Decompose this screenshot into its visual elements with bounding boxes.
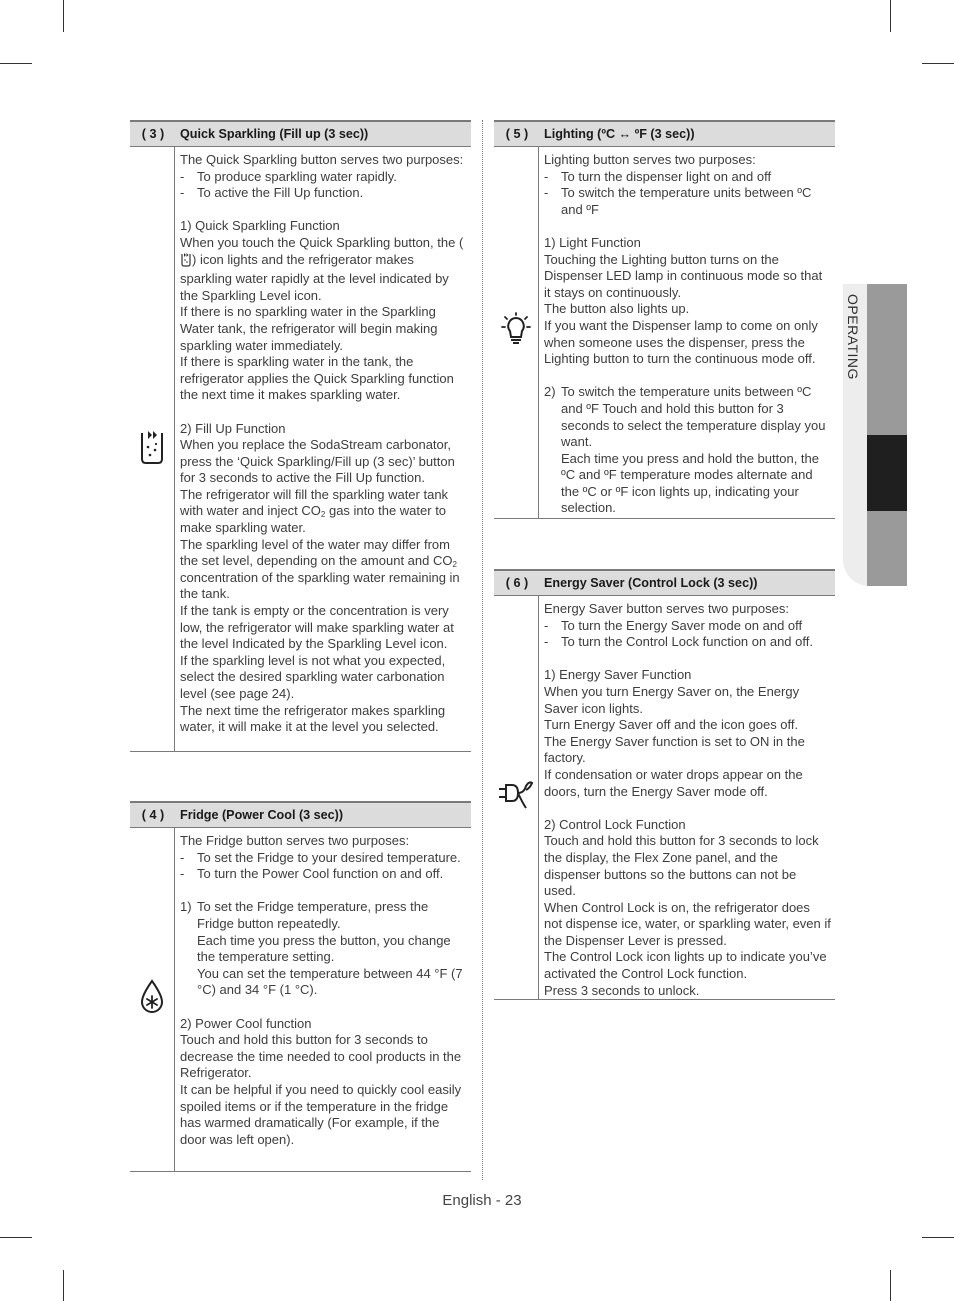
section-header bbox=[494, 120, 835, 147]
bullet-item: To turn the Power Cool function on and off. bbox=[197, 866, 444, 882]
paragraph: The button also lights up. bbox=[544, 301, 690, 317]
section-body: The Quick Sparkling button serves two purposes: - To produce sparkling water rapidly. - To active the Fill Up function. 1) Quick Sparkling Function When you touch the Quick Sparkling button, the () icon lights and the refrigerator makes sparkling water rapidly at the level indicated by the Sparkling Level icon. If there is no sparkling water in the Sparkling Water tank, the refrigerator will begin making sparkling water immediately. If there is sparkling water in the tank, the refrigerator applies the Quick Sparkling function the next time it makes sparkling water. 2) Fill Up Function When you replace the SodaStream carbonator, press the ‘Quick Sparkling/Fill up (3 sec)’ button for 3 seconds to active the Fill Up function. The refrigerator will fill the sparkling water tank with water and inject $CO_2$ gas into the water to make sparkling water. The sparkling level of the water may differ from the set level, depending on the amount and $CO_2$ concentration of the sparkling water remaining in the tank. If the tank is empty or the concentration is very low, the refrigerator will make sparkling water at the level Indicated by the Sparkling Level icon. If the sparkling level is not what you expected, select the desired sparkling water carbonation level (see page 24). The next time the refrigerator makes sparkling water, it will make it at the level you selected. bbox=[130, 147, 471, 752]
quick-sparkling-icon bbox=[138, 429, 166, 470]
paragraph: The Control Lock icon lights up to indicate you’ve activated the Control Lock function. bbox=[544, 949, 827, 982]
paragraph: If the sparkling level is not what you expected, select the desired sparkling water carbonation level (see page 24). bbox=[180, 652, 446, 701]
bullet-item: To set the Fridge to your desired temperature. bbox=[197, 849, 461, 865]
paragraph: The refrigerator will fill the sparkling water tank with water and inject $CO_2$ gas into the water to make sparkling water. bbox=[180, 486, 449, 536]
subheading: 2) Power Cool function bbox=[180, 1015, 312, 1031]
paragraph: Each time you press and hold the button, the ºC and ºF temperature modes alternate and the ºC or ºF icon lights up, indicating your selection. bbox=[561, 450, 820, 516]
paragraph: Turn Energy Saver off and the icon goes off. bbox=[544, 717, 799, 733]
paragraph: If there is no sparkling water in the Sparkling Water tank, the refrigerator will begin making sparkling water immediately. bbox=[180, 304, 438, 353]
intro-text: The Fridge button serves two purposes: bbox=[180, 833, 410, 848]
section-lighting bbox=[494, 120, 835, 519]
section-number: ( 6 ) bbox=[505, 576, 529, 590]
intro-text: Energy Saver button serves two purposes: bbox=[544, 601, 789, 616]
column-divider bbox=[482, 120, 483, 1180]
section-number: ( 3 ) bbox=[141, 127, 165, 141]
paragraph: The Energy Saver function is set to ON in the factory. bbox=[544, 733, 805, 766]
subheading: 2) Control Lock Function bbox=[544, 816, 686, 832]
paragraph: When you replace the SodaStream carbonator, press the ‘Quick Sparkling/Fill up (3 sec)’ button for 3 seconds to active the Fill Up function. bbox=[180, 437, 455, 486]
subheading: 1) Light Function bbox=[544, 234, 641, 250]
paragraph: Touching the Lighting button turns on the Dispenser LED lamp in continuous mode so that it stays on continuously. bbox=[544, 251, 823, 300]
paragraph: If condensation or water drops appear on the doors, turn the Energy Saver mode off. bbox=[544, 766, 803, 799]
section-title: Quick Sparkling (Fill up (3 sec)) bbox=[180, 127, 369, 141]
crop-mark bbox=[890, 1270, 891, 1301]
fridge-icon bbox=[138, 979, 166, 1020]
section-title: Energy Saver (Control Lock (3 sec)) bbox=[544, 576, 758, 590]
bullet-item: To produce sparkling water rapidly. bbox=[197, 168, 397, 184]
paragraph: Press 3 seconds to unlock. bbox=[544, 982, 700, 998]
bullet-item: To turn the Control Lock function on and off. bbox=[561, 634, 813, 650]
paragraph: You can set the temperature between 44 °F (7 °C) and 34 °F (1 °C). bbox=[197, 965, 463, 998]
section-header bbox=[494, 569, 835, 596]
section-title: Lighting (ºC ↔ ºF (3 sec)) bbox=[544, 127, 695, 141]
subheading: 1) Energy Saver Function bbox=[544, 667, 692, 683]
section-number: ( 4 ) bbox=[141, 808, 165, 822]
energy-saver-plug-icon bbox=[498, 780, 534, 815]
bullet-item: To turn the dispenser light on and off bbox=[561, 168, 772, 184]
paragraph: The sparkling level of the water may differ from the set level, depending on the amount and $CO_2$ concentration of the sparkling water remaining in the tank. bbox=[180, 536, 460, 602]
section-fridge bbox=[130, 801, 471, 1172]
section-header bbox=[130, 120, 471, 147]
crop-mark bbox=[63, 0, 64, 32]
crop-mark bbox=[0, 1237, 32, 1238]
crop-mark bbox=[922, 63, 954, 64]
paragraph: It can be helpful if you need to quickly cool easily spoiled items or if the temperature in the fridge has warmed dramatically (For example, if the door was left open). bbox=[180, 1081, 462, 1147]
numbered-item: To set the Fridge temperature, press the Fridge button repeatedly. bbox=[197, 899, 429, 931]
page-number: English - 23 bbox=[442, 1192, 522, 1209]
chapter-indicator bbox=[867, 435, 907, 511]
numbered-item: To switch the temperature units between ºC and ºF Touch and hold this button for 3 seconds to select the temperature display you want. bbox=[561, 384, 826, 450]
section-body: Energy Saver button serves two purposes: - To turn the Energy Saver mode on and off - To turn the Control Lock function on and off. 1) Energy Saver Function When you turn Energy Saver on, the Energy Saver icon lights. Turn Energy Saver off and the icon goes off. The Energy Saver function is set to ON in the factory. If condensation or water drops appear on the doors, turn the Energy Saver mode off. 2) Control Lock Function Touch and hold this button for 3 seconds to lock the display, the Flex Zone panel, and the dispenser buttons so the buttons can not be used. When Control Lock is on, the refrigerator does not dispense ice, water, or sparkling water, even if the Dispenser Lever is pressed. The Control Lock icon lights up to indicate you’ve activated the Control Lock function. Press 3 seconds to unlock. bbox=[494, 596, 835, 1000]
paragraph: The next time the refrigerator makes sparkling water, it will make it at the level you selected. bbox=[180, 702, 446, 735]
paragraph: Each time you press the button, you change the temperature setting. bbox=[197, 932, 451, 965]
crop-mark bbox=[890, 0, 891, 32]
section-header bbox=[130, 801, 471, 828]
chapter-side-tab bbox=[843, 284, 907, 586]
section-body: The Fridge button serves two purposes: - To set the Fridge to your desired temperature. - To turn the Power Cool function on and off. 1) To set the Fridge temperature, press the Fridge button repeatedly. Each time you press the button, you change the temperature setting. You can set the temperature between 44 °F (7 °C) and 34 °F (1 °C). 2) Power Cool function Touch and hold this button for 3 seconds to decrease the time needed to cool products in the Refrigerator. It can be helpful if you need to quickly cool easily spoiled items or if the temperature in the fridge has warmed dramatically (For example, if the door was left open). bbox=[130, 828, 471, 1172]
quick-sparkling-icon bbox=[180, 252, 192, 272]
crop-mark bbox=[0, 63, 32, 64]
section-title: Fridge (Power Cool (3 sec)) bbox=[180, 808, 344, 822]
paragraph: If the tank is empty or the concentration is very low, the refrigerator will make sparkling water at the level Indicated by the Sparkling Level icon. bbox=[180, 603, 454, 652]
chapter-label: OPERATING bbox=[845, 294, 861, 380]
paragraph: When you turn Energy Saver on, the Energy Saver icon lights. bbox=[544, 683, 800, 716]
subheading: 2) Fill Up Function bbox=[180, 420, 286, 436]
paragraph: When you touch the Quick Sparkling button, the () icon lights and the refrigerator makes sparkling water rapidly at the level indicated by the Sparkling Level icon. bbox=[180, 234, 464, 303]
crop-mark bbox=[63, 1270, 64, 1301]
subheading: 1) Quick Sparkling Function bbox=[180, 218, 340, 234]
section-quick-sparkling bbox=[130, 120, 471, 752]
paragraph: If there is sparkling water in the tank, the refrigerator applies the Quick Sparkling function the next time it makes sparkling water. bbox=[180, 354, 454, 403]
crop-mark bbox=[922, 1237, 954, 1238]
bullet-item: To active the Fill Up function. bbox=[197, 185, 364, 201]
intro-text: Lighting button serves two purposes: bbox=[544, 152, 756, 167]
section-energy-saver bbox=[494, 569, 835, 1000]
paragraph: Touch and hold this button for 3 seconds to lock the display, the Flex Zone panel, and the dispenser buttons so the buttons can not be used. bbox=[544, 833, 819, 899]
paragraph: Touch and hold this button for 3 seconds to decrease the time needed to cool products in the Refrigerator. bbox=[180, 1032, 462, 1081]
bullet-item: To turn the Energy Saver mode on and off bbox=[561, 617, 803, 633]
section-number: ( 5 ) bbox=[505, 127, 529, 141]
section-body: Lighting button serves two purposes: - To turn the dispenser light on and off - To switch the temperature units between ºC and ºF 1) Light Function Touching the Lighting button turns on the Dispenser LED lamp in continuous mode so that it stays on continuously. The button also lights up. If you want the Dispenser lamp to come on only when someone uses the dispenser, press the Lighting button to turn the continuous mode off. 2) To switch the temperature units between ºC and ºF Touch and hold this button for 3 seconds to select the temperature display you want. Each time you press and hold the button, the ºC and ºF temperature modes alternate and the ºC or ºF icon lights up, indicating your selection. bbox=[494, 147, 835, 519]
intro-text: The Quick Sparkling button serves two purposes: bbox=[180, 152, 464, 167]
bullet-item: To switch the temperature units between ºC and ºF bbox=[561, 185, 812, 217]
paragraph: When Control Lock is on, the refrigerator does not dispense ice, water, or sparkling water, even if the Dispenser Lever is pressed. bbox=[544, 899, 831, 948]
light-bulb-icon bbox=[499, 312, 533, 353]
paragraph: If you want the Dispenser lamp to come on only when someone uses the dispenser, press the Lighting button to turn the continuous mode off. bbox=[544, 317, 818, 367]
